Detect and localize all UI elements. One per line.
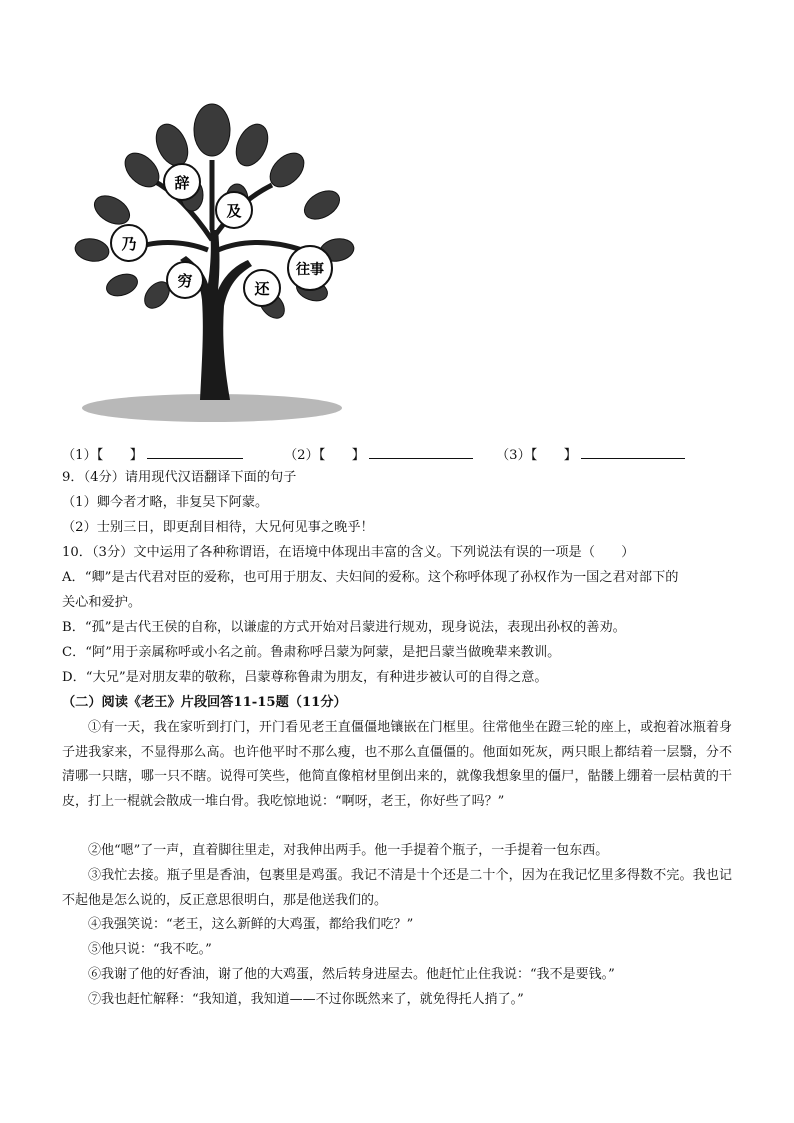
apple-ji-label: 及 — [226, 202, 242, 220]
passage-p7: ⑦我也赶忙解释：“我知道，我知道——不过你既然来了，就免得托人捎了。” — [88, 992, 524, 1007]
passage-p5: ⑤他只说：“我不吃。” — [88, 942, 212, 957]
passage-p6: ⑥我谢了他的好香油，谢了他的大鸡蛋，然后转身进屋去。他赶忙止住我说：“我不是要钱。” — [88, 967, 615, 982]
apple-ci — [164, 164, 200, 200]
blank-1-line — [147, 446, 243, 459]
apple-qiong — [167, 262, 203, 298]
q9-stem: 9．（4分）请用现代汉语翻译下面的句子 — [62, 470, 297, 485]
blank-2-label: （2）【 】 — [284, 448, 365, 463]
blank-3-label: （3）【 】 — [496, 448, 577, 463]
passage-p3: ③我忙去接。瓶子里是香油，包裹里是鸡蛋。我记不清是十个还是二十个，因为在我记忆里多得数不完。我也记不起他是怎么说的，反正意思很明白，那是他送我们的。 — [62, 868, 732, 908]
q10-stem: 10．（3分）文中运用了各种称谓语，在语境中体现出丰富的含义。下列说法有误的一项是（ ） — [62, 545, 635, 560]
q9-item-1: （1）卿今者才略，非复吴下阿蒙。 — [62, 495, 269, 510]
blank-3[interactable] — [496, 444, 685, 463]
apple-nai-label: 乃 — [121, 235, 137, 253]
passage-p2: ②他“嗯”了一声，直着脚往里走，对我伸出两手。他一手提着个瓶子，一手提着一包东西。 — [88, 843, 609, 858]
apple-ci-label: 辞 — [174, 174, 190, 192]
passage-p4: ④我强笑说：“老王，这么新鲜的大鸡蛋，都给我们吃？” — [88, 917, 414, 932]
tree-illustration — [62, 100, 362, 430]
apple-huan-label: 还 — [254, 280, 270, 298]
blank-1-label: （1）【 】 — [62, 448, 143, 463]
q10-option-a: A．“卿”是古代君对臣的爱称，也可用于朋友、夫妇间的爱称。这个称呼体现了孙权作为一国之君对部下的 — [62, 570, 679, 585]
q10-option-a-cont: 关心和爱护。 — [62, 595, 142, 610]
apple-wangshi — [288, 246, 332, 290]
apple-nai — [111, 225, 147, 261]
blank-1[interactable] — [62, 444, 243, 463]
tree-trunk — [180, 230, 252, 400]
q10-option-b: B．“孤”是古代王侯的自称，以谦虚的方式开始对吕蒙进行规劝，现身说法，表现出孙权的善劝。 — [62, 620, 626, 635]
blank-2-line — [369, 446, 473, 459]
section2-heading: （二）阅读《老王》片段回答11-15题（11分） — [62, 695, 347, 710]
apple-huan — [244, 270, 280, 306]
apple-qiong-label: 穷 — [177, 272, 193, 290]
blank-2[interactable] — [284, 444, 473, 463]
blank-3-line — [581, 446, 685, 459]
apple-wangshi-label: 往事 — [296, 262, 324, 278]
passage-p1: ①有一天，我在家听到打门，开门看见老王直僵僵地镶嵌在门框里。往常他坐在蹬三轮的座上，或抱着冰瓶着身子进我家来，不显得那么高。也许他平时不那么瘦，也不那么直僵僵的。他面如死灰，两只眼上都结着一层翳，分不清哪一只瞎，哪一只不瞎。说得可笑些，他简直像棺材里倒出来的，就像我想象里的僵尸，骷髅上绷着一层枯黄的干皮，打上一棍就会散成一堆白骨。我吃惊地说：“啊呀，老王，你好些了吗？” — [62, 720, 732, 809]
q10-option-c: C．“阿”用于亲属称呼或小名之前。鲁肃称呼吕蒙为阿蒙，是把吕蒙当做晚辈来教训。 — [62, 645, 561, 660]
apple-ji — [216, 192, 252, 228]
q10-option-d: D．“大兄”是对朋友辈的敬称，吕蒙尊称鲁肃为朋友，有种进步被认可的自得之意。 — [62, 670, 548, 685]
q9-item-2: （2）士别三日，即更刮目相待，大兄何见事之晚乎！ — [62, 520, 374, 535]
